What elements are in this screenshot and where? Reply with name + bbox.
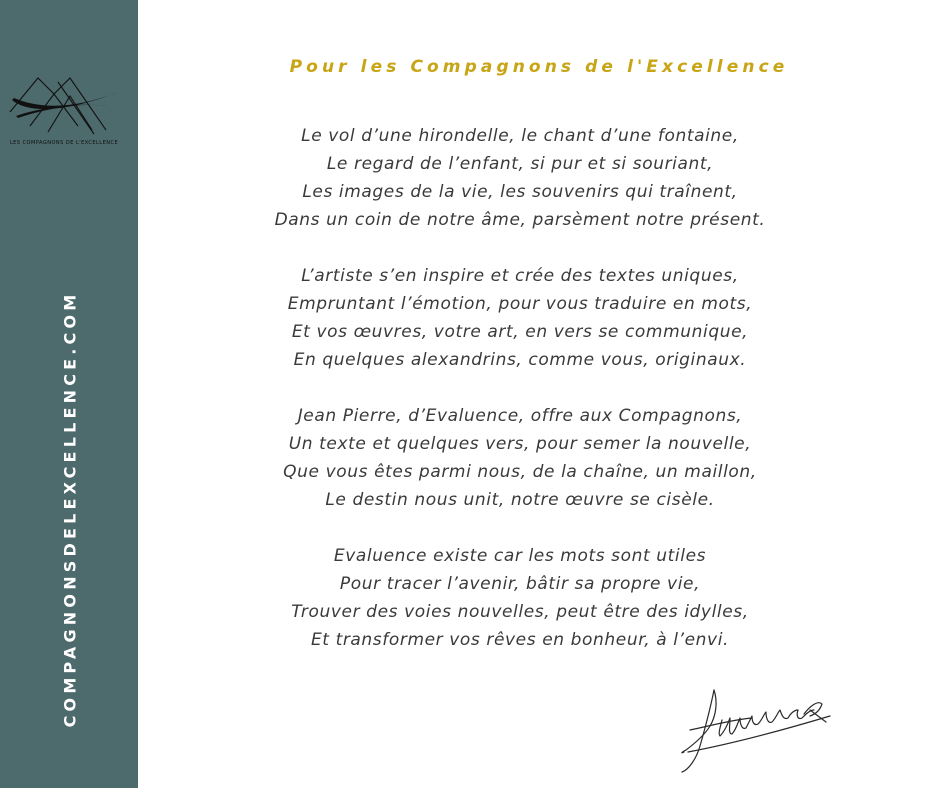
handwritten-signature: [670, 680, 840, 778]
poem-line: Et vos œuvres, votre art, en vers se communique,: [291, 322, 749, 342]
poem-line: Evaluence existe car les mots sont utiles: [333, 546, 707, 566]
poem-line: Empruntant l’émotion, pour vous traduire en mots,: [287, 294, 753, 314]
sidebar-panel: [0, 0, 138, 788]
signature-icon: [670, 680, 840, 778]
poem-line: Le vol d’une hirondelle, le chant d’une fontaine,: [301, 126, 739, 146]
poem-line: L’artiste s’en inspire et crée des textes uniques,: [301, 266, 739, 286]
poem-body: [138, 122, 902, 682]
poem-line: Trouver des voies nouvelles, peut être des idylles,: [291, 602, 749, 622]
poem-line: Pour tracer l’avenir, bâtir sa propre vie,: [339, 574, 701, 594]
logo-caption: LES COMPAGNONS DE L'EXCELLENCE: [9, 140, 119, 146]
mountains-logo-icon: [8, 72, 120, 140]
poem-line: Que vous êtes parmi nous, de la chaîne, un maillon,: [283, 462, 757, 482]
poem-line: Le regard de l’enfant, si pur et si souriant,: [326, 154, 714, 174]
stanza: [138, 402, 902, 514]
poem-line: Dans un coin de notre âme, parsèment notre présent.: [274, 210, 766, 230]
poem-line: Les images de la vie, les souvenirs qui traînent,: [302, 182, 738, 202]
poem-line: Un texte et quelques vers, pour semer la nouvelle,: [288, 434, 752, 454]
poem-line: En quelques alexandrins, comme vous, originaux.: [293, 350, 747, 370]
stanza: [138, 542, 902, 654]
stanza: [138, 122, 902, 234]
poem-line: Jean Pierre, d’Evaluence, offre aux Compagnons,: [297, 406, 743, 426]
stanza: [138, 262, 902, 374]
company-logo: [8, 72, 120, 152]
website-url: COMPAGNONSDELEXCELLENCE.COM: [60, 290, 80, 728]
poem-line: Le destin nous unit, notre œuvre se cisèle.: [325, 490, 715, 510]
poem-title: Pour les Compagnons de l'Excellence: [289, 57, 789, 77]
poem-line: Et transformer vos rêves en bonheur, à l’envi.: [310, 630, 730, 650]
